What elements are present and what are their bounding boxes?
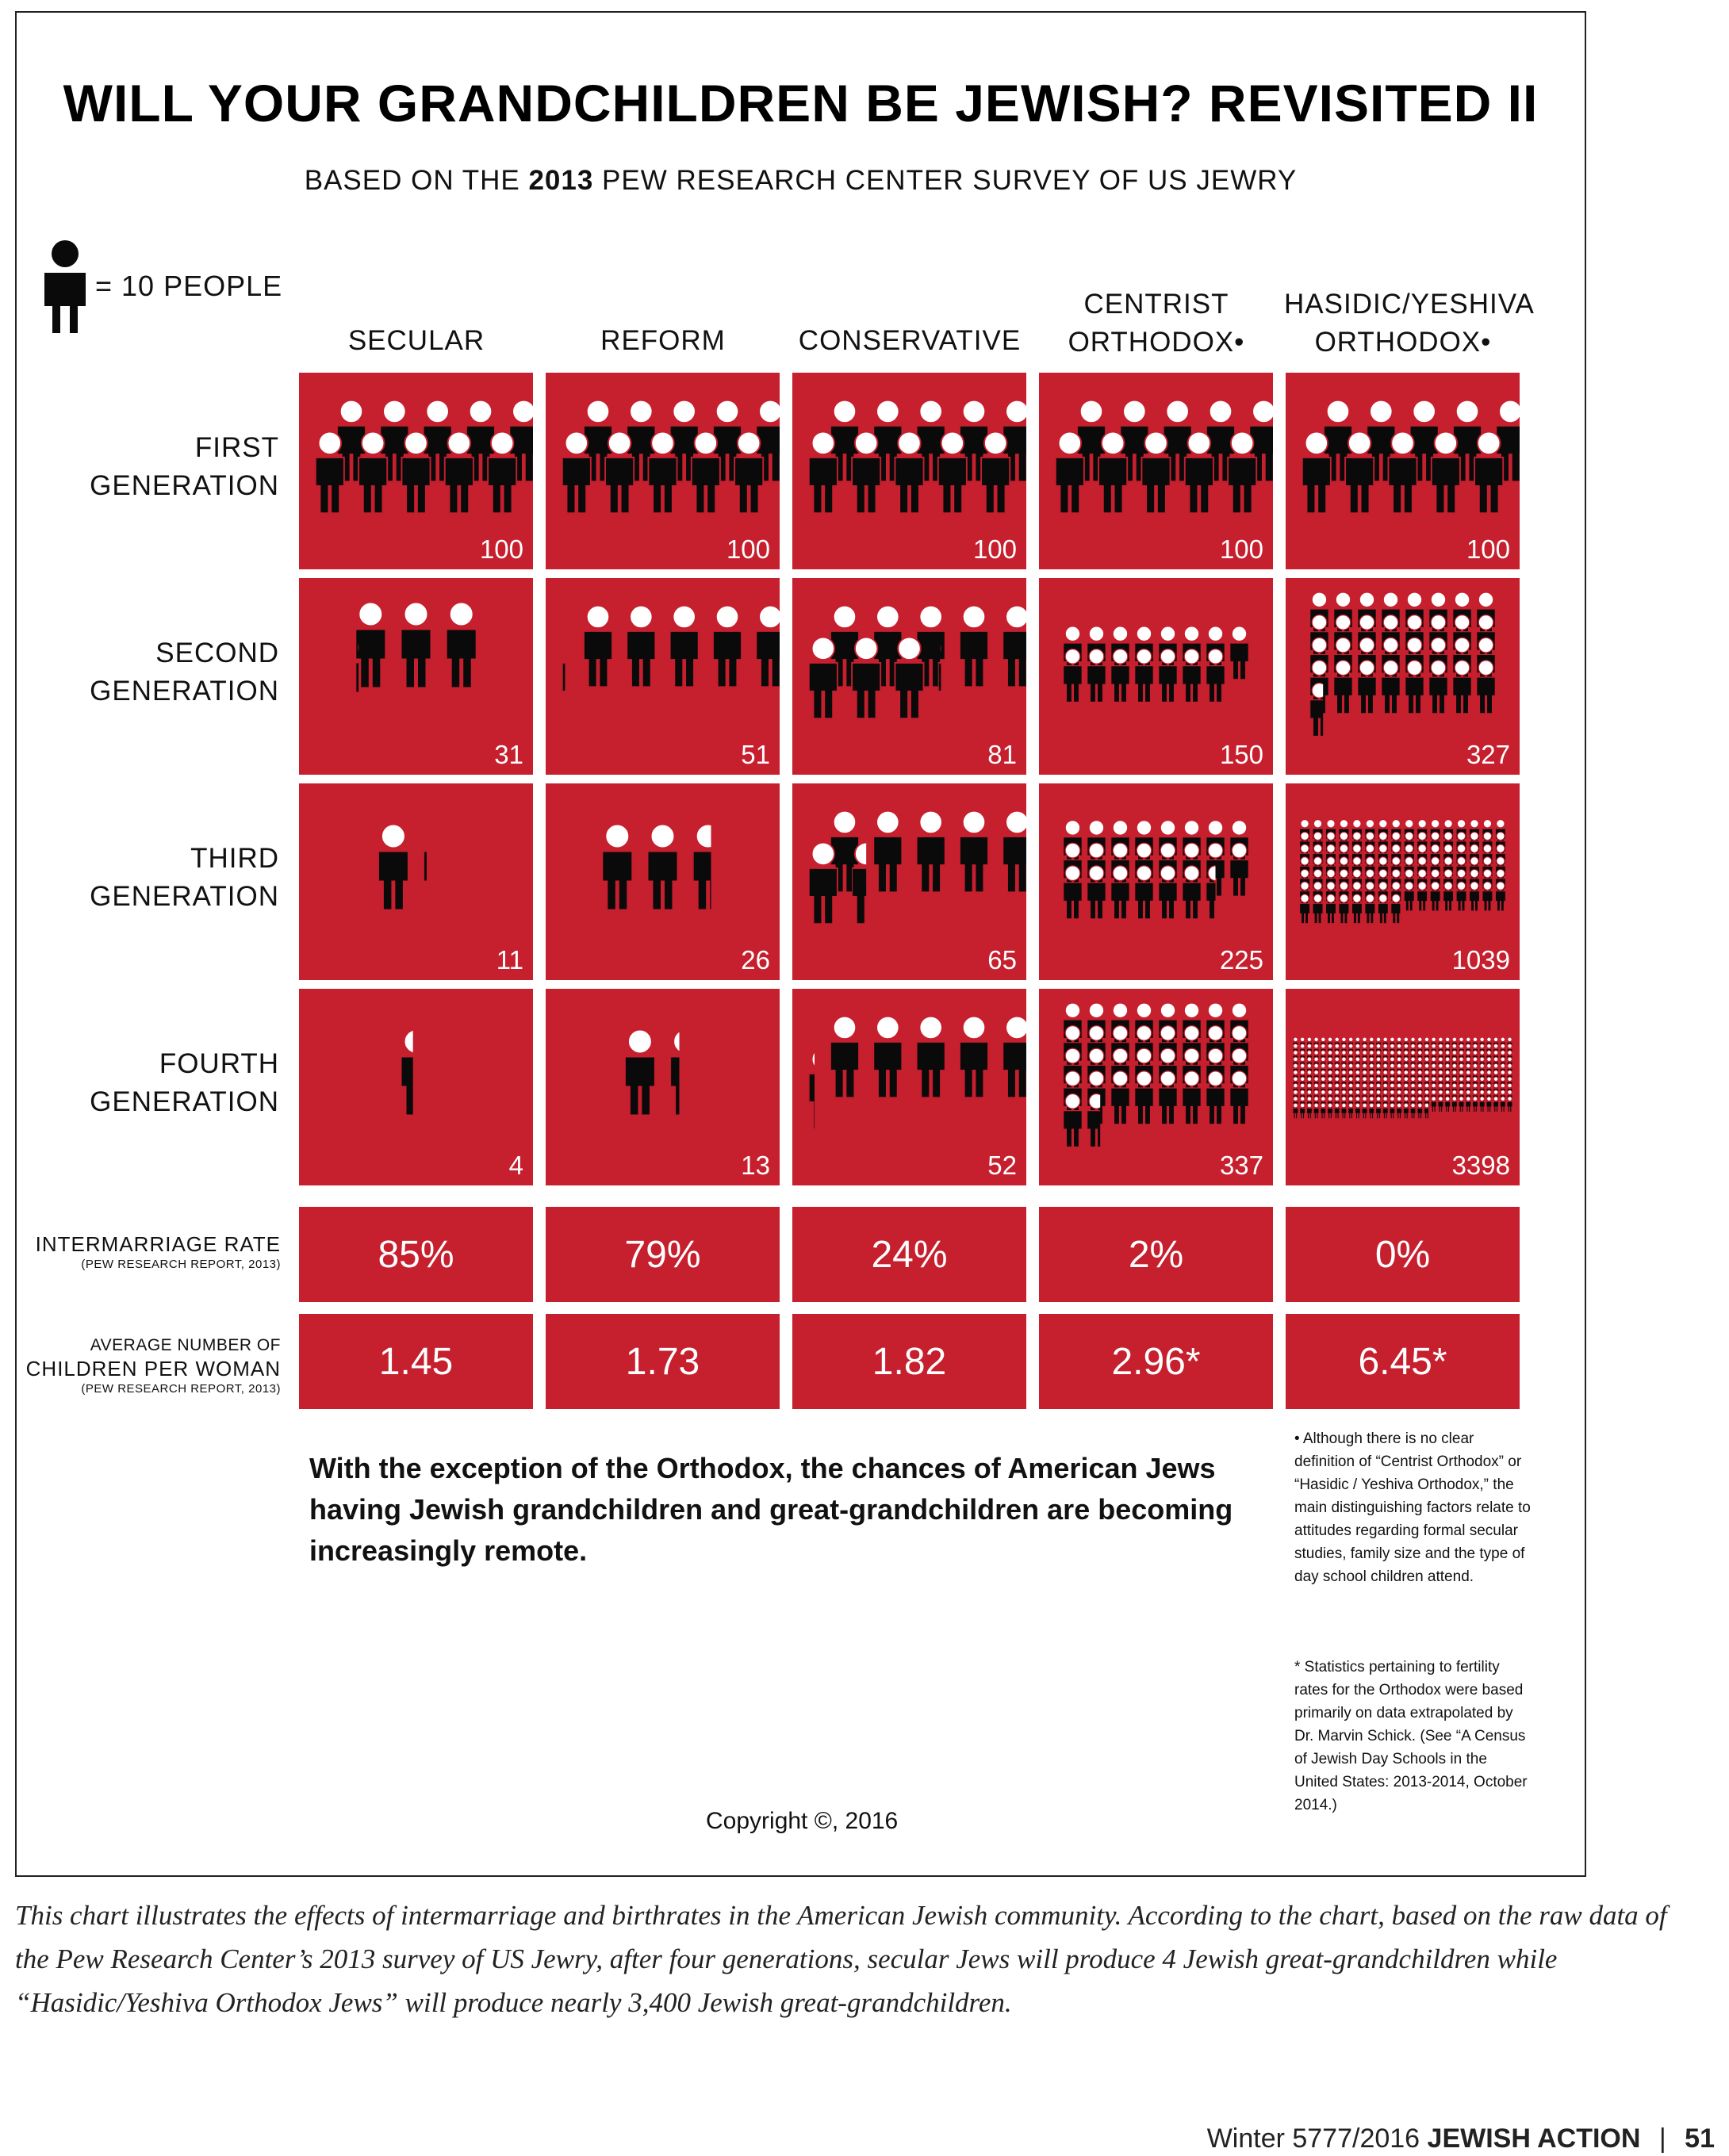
person-figure — [1183, 866, 1202, 919]
generation-cell — [299, 578, 533, 775]
generation-cell — [792, 989, 1026, 1185]
person-figure — [1183, 1071, 1202, 1124]
person-figure — [1390, 1103, 1395, 1118]
generation-cell — [792, 783, 1026, 980]
person-figure — [1183, 649, 1202, 703]
person-figure — [1087, 649, 1106, 703]
person-figure — [1111, 866, 1130, 919]
person-figure — [1326, 894, 1336, 924]
person-figure — [873, 1017, 902, 1098]
people-count: 51 — [741, 740, 770, 769]
generation-cell — [1039, 578, 1273, 775]
person-figure — [627, 606, 655, 687]
person-figure — [809, 843, 838, 925]
person-figure — [1378, 894, 1388, 924]
intermarriage-rate-value: 2% — [1039, 1207, 1273, 1302]
children-per-woman-value: 1.73 — [546, 1314, 780, 1409]
generation-cell — [546, 373, 780, 569]
figure-caption: This chart illustrates the effects of intermarriage and birthrates in the American Jewish community. According to the chart, based on the raw data of the Pew Research Center’s 2013 survey of US Jewry, after four generations, secular Jews will produce 4 Jewish great-grandchildren while “Hasidic/Yeshiva Orthodox Jews” will produce nearly 3,400 Jewish great-grandchildren. — [15, 1900, 1667, 2018]
generation-cell — [1039, 783, 1273, 980]
person-figure — [756, 606, 780, 687]
person-figure — [1185, 432, 1213, 514]
person-figure — [355, 603, 385, 688]
person-figure — [809, 432, 838, 514]
person-figure — [960, 1017, 988, 1098]
person-figure — [1206, 649, 1225, 703]
person-figure — [1473, 1097, 1478, 1112]
person-figure — [938, 432, 967, 514]
person-figure — [1477, 661, 1496, 714]
person-figure — [1486, 1097, 1492, 1112]
people-count: 65 — [987, 945, 1017, 975]
person-figure — [734, 432, 763, 514]
column-header-reform: REFORM — [600, 325, 726, 356]
page-footer — [1207, 2123, 1715, 2154]
person-figure — [1348, 1103, 1354, 1118]
chart-title: WILL YOUR GRANDCHILDREN BE JEWISH? REVISITED II — [63, 74, 1539, 132]
generation-cell — [792, 373, 1026, 569]
person-figure — [852, 638, 880, 719]
children-per-woman-label: AVERAGE NUMBER OF CHILDREN PER WOMAN (PEW RESEARCH REPORT, 2013) — [25, 1336, 281, 1396]
person-figure — [981, 432, 1010, 514]
people-count: 4 — [508, 1151, 523, 1180]
people-count: 100 — [479, 534, 523, 564]
person-figure — [1430, 882, 1440, 911]
children-per-woman-value: 2.96* — [1039, 1314, 1273, 1409]
generation-cell — [299, 783, 533, 980]
intermarriage-rate-value: 85% — [299, 1207, 533, 1302]
footnote-statistics: * Statistics pertaining to fertility rates for the Orthodox were based primarily on data extrapolated by Dr. Marvin Schick. (See “A Census of Jewish Day Schools in the United States: 2013-2014, October 2014.) — [1294, 1659, 1528, 1813]
footnote-definition: • Although there is no clear definition of “Centrist Orthodox” or “Hasidic / Yeshiva Orthodox,” the main distinguishing factors relate to attitudes regarding formal secular studies, family size and the type of day school children attend. — [1294, 1430, 1531, 1585]
person-figure — [1228, 432, 1256, 514]
person-figure — [960, 811, 988, 893]
person-figure — [895, 432, 923, 514]
person-figure — [1451, 1097, 1457, 1112]
person-figure — [1056, 432, 1084, 514]
person-figure — [1500, 1097, 1505, 1112]
intermarriage-rate-label: INTERMARRIAGE RATE (PEW RESEARCH REPORT, 2013) — [35, 1232, 281, 1271]
person-figure — [1321, 1103, 1326, 1118]
children-per-woman-value: 1.45 — [299, 1314, 533, 1409]
person-figure — [1334, 661, 1353, 714]
generation-cell — [546, 578, 780, 775]
person-figure — [1405, 661, 1424, 714]
person-figure — [1206, 1071, 1225, 1124]
person-figure — [1230, 1071, 1249, 1124]
children-per-woman-value: 6.45* — [1286, 1314, 1520, 1409]
generation-cell — [1039, 989, 1273, 1185]
person-figure — [1345, 432, 1374, 514]
row-label-first-generation: FIRST GENERATION — [90, 432, 279, 501]
person-figure — [1087, 866, 1106, 919]
people-count: 327 — [1466, 740, 1510, 769]
person-figure — [1302, 432, 1331, 514]
people-count: 100 — [1466, 534, 1510, 564]
people-count: 1039 — [1451, 945, 1510, 975]
children-per-woman-value: 1.82 — [792, 1314, 1026, 1409]
people-count: 31 — [494, 740, 523, 769]
people-count: 11 — [496, 945, 523, 975]
person-figure — [424, 825, 454, 910]
people-pictogram — [299, 989, 533, 1185]
person-figure — [1003, 1017, 1026, 1098]
person-figure — [378, 825, 408, 910]
row-label-second-generation: SECOND GENERATION — [90, 638, 279, 707]
person-figure — [316, 432, 344, 514]
generation-cell — [1286, 373, 1520, 569]
person-figure — [692, 432, 720, 514]
person-figure — [1362, 1103, 1367, 1118]
person-figure — [1493, 1097, 1499, 1112]
person-figure — [1135, 866, 1154, 919]
footer-separator: | — [1658, 2123, 1666, 2154]
person-figure — [1064, 649, 1083, 703]
generation-cell — [299, 373, 533, 569]
person-figure — [917, 811, 945, 893]
people-count: 13 — [741, 1151, 770, 1180]
person-figure — [488, 432, 516, 514]
person-figure — [1064, 1094, 1083, 1147]
person-figure — [1111, 649, 1130, 703]
person-figure — [1479, 1097, 1485, 1112]
person-figure — [1470, 882, 1480, 911]
person-figure — [625, 1030, 655, 1116]
generation-cell — [1286, 783, 1520, 980]
people-count: 150 — [1219, 740, 1263, 769]
person-figure — [1474, 432, 1503, 514]
person-figure — [1507, 1097, 1512, 1112]
generation-cell — [299, 989, 533, 1185]
person-figure — [1417, 1103, 1423, 1118]
person-figure — [1159, 866, 1178, 919]
person-figure — [1351, 894, 1362, 924]
person-figure — [1482, 882, 1493, 911]
legend-person-icon — [41, 238, 89, 333]
people-count: 26 — [741, 945, 770, 975]
person-figure — [1135, 649, 1154, 703]
person-figure — [1003, 606, 1026, 687]
intermarriage-rate-value: 24% — [792, 1207, 1026, 1302]
person-figure — [1391, 894, 1401, 924]
person-figure — [648, 432, 677, 514]
person-figure — [1456, 882, 1466, 911]
people-count: 81 — [987, 740, 1017, 769]
column-header-centrist-orthodox: CENTRIST ORTHODOX• — [1068, 289, 1245, 358]
person-figure — [1334, 1103, 1340, 1118]
person-figure — [670, 606, 699, 687]
person-figure — [1382, 661, 1401, 714]
person-figure — [401, 603, 431, 688]
issue-label: Winter 5777/2016 — [1206, 2123, 1420, 2154]
chart-subtitle: BASED ON THE 2013 PEW RESEARCH CENTER SURVEY OF US JEWRY — [304, 165, 1298, 196]
people-count: 225 — [1219, 945, 1263, 975]
person-figure — [1459, 1097, 1464, 1112]
legend-label: = 10 PEOPLE — [95, 270, 283, 302]
column-header-conservative: CONSERVATIVE — [798, 325, 1022, 356]
people-count: 100 — [1219, 534, 1263, 564]
row-label-third-generation: THIRD GENERATION — [90, 843, 279, 912]
column-header-hasidic-orthodox: HASIDIC/YESHIVA ORTHODOX• — [1284, 289, 1535, 358]
person-figure — [1404, 882, 1414, 911]
person-figure — [1431, 1097, 1436, 1112]
person-figure — [1495, 882, 1505, 911]
people-count: 100 — [726, 534, 770, 564]
person-figure — [445, 432, 473, 514]
person-figure — [809, 638, 838, 719]
summary-text: With the exception of the Orthodox, the chances of American Jews having Jewish grandchildren and great-grandchildren are becoming increasingly remote. — [309, 1452, 1233, 1567]
person-figure — [693, 825, 723, 910]
person-figure — [1300, 1103, 1305, 1118]
copyright-notice: Copyright ©, 2016 — [706, 1808, 899, 1834]
person-figure — [1159, 649, 1178, 703]
person-figure — [873, 811, 902, 893]
person-figure — [1369, 1103, 1374, 1118]
person-figure — [1339, 894, 1349, 924]
person-figure — [1098, 432, 1127, 514]
people-count: 52 — [987, 1151, 1017, 1180]
person-figure — [1410, 1103, 1416, 1118]
generation-cell — [546, 783, 780, 980]
person-figure — [401, 432, 430, 514]
person-figure — [1355, 1103, 1360, 1118]
person-figure — [1432, 432, 1460, 514]
person-figure — [1313, 1103, 1319, 1118]
person-figure — [605, 432, 634, 514]
person-figure — [1365, 894, 1375, 924]
person-figure — [1300, 894, 1310, 924]
person-figure — [358, 432, 387, 514]
person-figure — [1328, 1103, 1333, 1118]
generation-cell — [1039, 373, 1273, 569]
generation-cell — [1286, 989, 1520, 1185]
person-figure — [1159, 1071, 1178, 1124]
intermarriage-rate-value: 0% — [1286, 1207, 1520, 1302]
person-figure — [960, 606, 988, 687]
person-figure — [1111, 1071, 1130, 1124]
person-figure — [1135, 1071, 1154, 1124]
person-figure — [602, 825, 632, 910]
generation-cell — [792, 578, 1026, 775]
person-figure — [1453, 661, 1472, 714]
people-count: 100 — [972, 534, 1017, 564]
person-figure — [1382, 1103, 1388, 1118]
row-label-fourth-generation: FOURTH GENERATION — [90, 1048, 279, 1117]
person-figure — [1445, 1097, 1451, 1112]
person-figure — [917, 1017, 945, 1098]
person-figure — [713, 606, 742, 687]
person-figure — [830, 1017, 859, 1098]
people-count: 337 — [1219, 1151, 1263, 1180]
person-figure — [1466, 1097, 1471, 1112]
generation-cell — [1286, 578, 1520, 775]
generation-cell — [546, 989, 780, 1185]
person-figure — [852, 432, 880, 514]
person-figure — [1397, 1103, 1402, 1118]
person-figure — [1003, 811, 1026, 893]
person-figure — [447, 603, 477, 688]
person-figure — [401, 1030, 431, 1116]
person-figure — [1293, 1103, 1298, 1118]
person-figure — [1388, 432, 1417, 514]
people-count: 3398 — [1451, 1151, 1510, 1180]
person-figure — [1341, 1103, 1347, 1118]
person-figure — [1429, 661, 1448, 714]
person-figure — [1358, 661, 1377, 714]
magazine-name: JEWISH ACTION — [1427, 2123, 1641, 2154]
person-figure — [1306, 1103, 1312, 1118]
person-figure — [1443, 882, 1454, 911]
person-figure — [670, 1030, 700, 1116]
person-figure — [1417, 882, 1428, 911]
person-figure — [1376, 1103, 1382, 1118]
person-figure — [1230, 626, 1249, 680]
person-figure — [1313, 894, 1323, 924]
person-figure — [1141, 432, 1170, 514]
person-figure — [1403, 1103, 1409, 1118]
page-number: 51 — [1685, 2123, 1715, 2154]
column-header-secular: SECULAR — [347, 325, 485, 356]
person-figure — [648, 825, 678, 910]
person-figure — [895, 638, 923, 719]
person-figure — [584, 606, 612, 687]
person-figure — [1230, 843, 1249, 896]
person-figure — [1438, 1097, 1443, 1112]
person-figure — [562, 432, 591, 514]
person-figure — [1064, 866, 1083, 919]
intermarriage-rate-value: 79% — [546, 1207, 780, 1302]
